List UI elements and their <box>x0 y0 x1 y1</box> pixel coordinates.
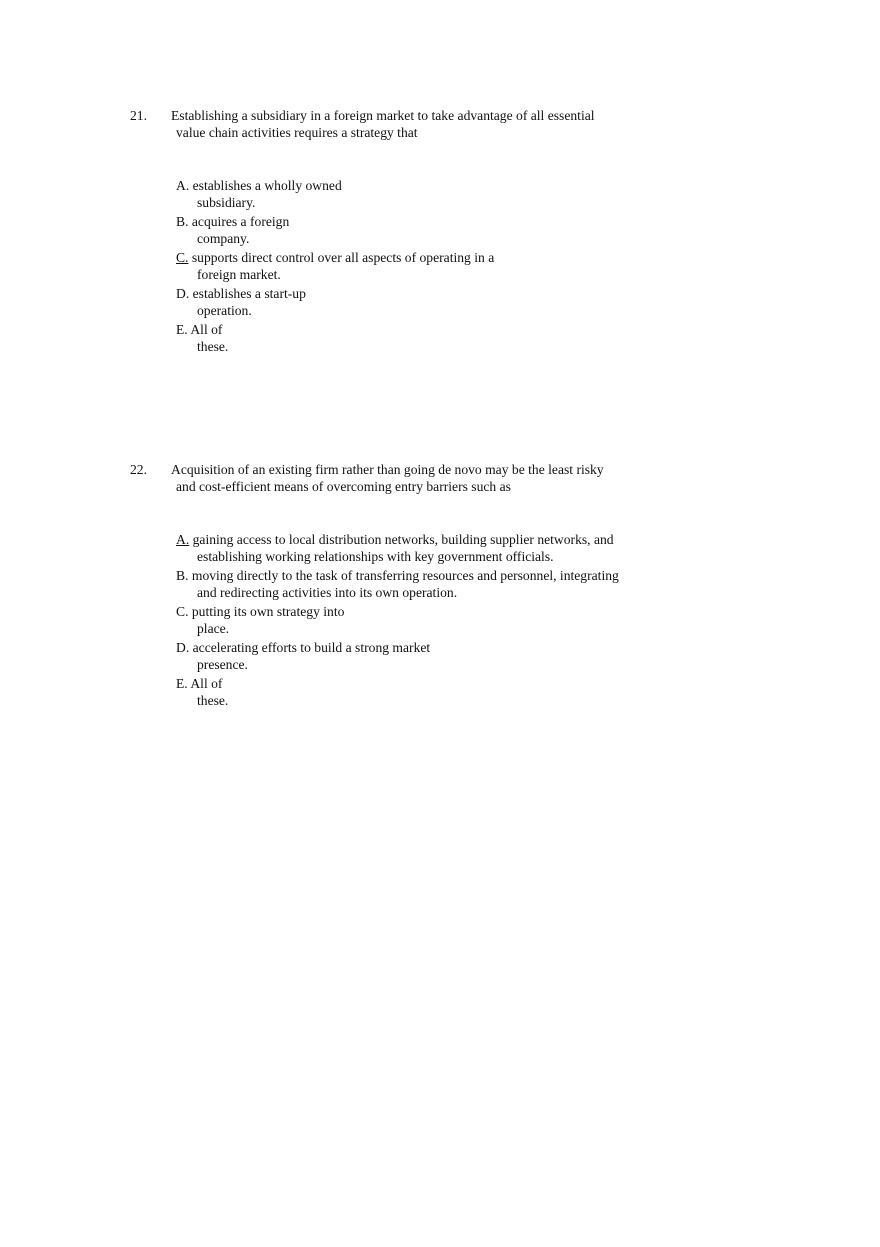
option-c[interactable] <box>176 603 619 637</box>
correct-answer-marker: C. <box>176 250 189 265</box>
stem-line: Establishing a subsidiary in a foreign market to take advantage of all essential <box>171 108 595 123</box>
option-text: establishes a wholly owned <box>192 178 342 193</box>
option-d[interactable] <box>176 285 494 319</box>
option-text-cont: operation. <box>197 303 252 318</box>
option-letter: E. <box>176 322 188 337</box>
option-letter: B. <box>176 214 189 229</box>
correct-answer-marker: A. <box>176 532 190 547</box>
option-text: All of <box>190 676 223 691</box>
option-text: All of <box>190 322 223 337</box>
question-stem <box>171 107 641 141</box>
question-number: 22. <box>130 462 147 477</box>
option-text-cont: these. <box>197 693 229 708</box>
option-b[interactable] <box>176 213 494 247</box>
option-text-cont: presence. <box>197 657 248 672</box>
option-a[interactable] <box>176 531 619 565</box>
option-e[interactable] <box>176 675 619 709</box>
option-text: putting its own strategy into <box>191 604 345 619</box>
option-b[interactable] <box>176 567 619 601</box>
option-text: accelerating efforts to build a strong market <box>192 640 431 655</box>
option-e[interactable] <box>176 321 494 355</box>
option-letter: A. <box>176 178 190 193</box>
option-text-cont: and redirecting activities into its own operation. <box>197 585 458 600</box>
option-text-cont: establishing working relationships with key government officials. <box>197 549 554 564</box>
option-text: establishes a start-up <box>192 286 306 301</box>
option-text-cont: company. <box>197 231 250 246</box>
stem-line: and cost-efficient means of overcoming entry barriers such as <box>176 479 511 494</box>
option-text-cont: these. <box>197 339 229 354</box>
answer-options <box>176 177 494 357</box>
option-letter: E. <box>176 676 188 691</box>
question-stem <box>171 461 641 495</box>
option-text-cont: subsidiary. <box>197 195 256 210</box>
option-letter: B. <box>176 568 189 583</box>
stem-line: value chain activities requires a strategy that <box>176 125 418 140</box>
option-text: supports direct control over all aspects of operating in a <box>191 250 495 265</box>
option-text: moving directly to the task of transferring resources and personnel, integrating <box>191 568 619 583</box>
option-c[interactable] <box>176 249 494 283</box>
option-text: gaining access to local distribution networks, building supplier networks, and <box>192 532 614 547</box>
option-letter: D. <box>176 286 190 301</box>
option-letter: D. <box>176 640 190 655</box>
option-text: acquires a foreign <box>191 214 290 229</box>
option-letter: C. <box>176 604 189 619</box>
option-text-cont: place. <box>197 621 230 636</box>
option-text-cont: foreign market. <box>197 267 281 282</box>
answer-options <box>176 531 619 711</box>
option-a[interactable] <box>176 177 494 211</box>
stem-line: Acquisition of an existing firm rather than going de novo may be the least risky <box>171 462 604 477</box>
option-d[interactable] <box>176 639 619 673</box>
question-number: 21. <box>130 108 147 123</box>
